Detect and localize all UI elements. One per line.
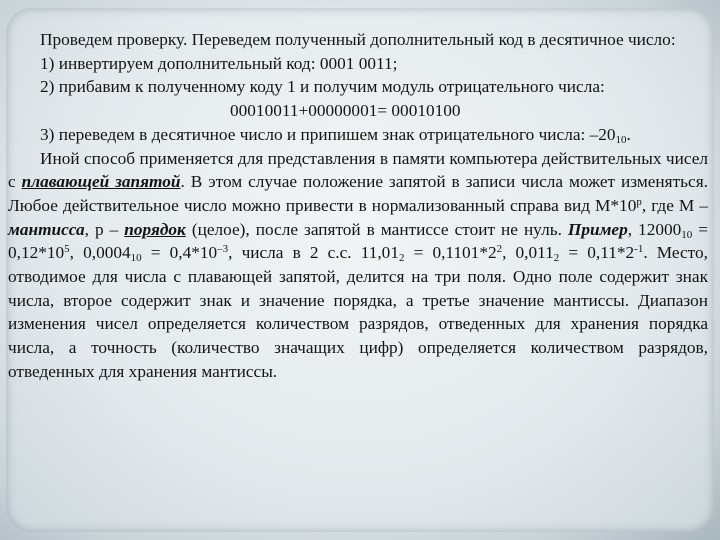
fp-text-h: , 0,0004 bbox=[69, 243, 131, 263]
paragraph-floating-point bbox=[8, 147, 708, 384]
fp-sup-3: 2 bbox=[496, 243, 503, 256]
term-order: порядок bbox=[124, 219, 186, 239]
term-example: Пример bbox=[567, 219, 628, 239]
fp-text-e: (целое), после запятой в мантиссе стоит не нуль. bbox=[185, 219, 568, 239]
text-body bbox=[8, 28, 708, 384]
fp-text-j: , числа в 2 с.с. 11,01 bbox=[228, 243, 399, 263]
binary-sum: 00010011+00000001= 00010100 bbox=[230, 101, 461, 121]
fp-text-m: = 0,11*2 bbox=[559, 243, 635, 263]
fp-sub-3: 2 bbox=[398, 252, 405, 265]
paragraph-step-3 bbox=[8, 123, 708, 147]
fp-text-n: . Место, отводимое для числа с плавающей запятой, делится на три поля. Одно поле содержит знак числа, второе содержит знак и значение порядка, а третье значение мантиссы. Диапазон изменения чисел определяется количеством разрядов, отведенных для хранения порядка числа, а точность (количество значащих цифр) определяется количеством разрядов, отведенных для хранения мантиссы. bbox=[8, 243, 708, 381]
term-floating-point: плавающей запятой bbox=[21, 172, 181, 192]
step-3-subscript: 10 bbox=[615, 133, 627, 146]
fp-sup-p: p bbox=[636, 195, 642, 208]
fp-text-b: . В этом случае положение запятой в записи числа может изменяться. Любое действительное число можно привести в нормализованный справа вид M*10 bbox=[8, 172, 709, 215]
fp-sub-1: 10 bbox=[681, 228, 693, 241]
fp-text-k: = 0,1101*2 bbox=[404, 243, 497, 263]
paragraph-step-2: 2) прибавим к полученному коду 1 и получим модуль отрицательного числа: bbox=[40, 77, 605, 97]
fp-sup-2: –3 bbox=[217, 243, 229, 256]
paragraph-check: Проведем проверку. Переведем полученный дополнительный код в десятичное число: bbox=[40, 30, 676, 49]
fp-text-i: = 0,4*10 bbox=[141, 243, 218, 263]
paragraph-step-1: 1) инвертируем дополнительный код: 0001 0011; bbox=[40, 53, 398, 73]
fp-text-f: , 12000 bbox=[627, 219, 682, 239]
fp-sup-1: 5 bbox=[64, 243, 70, 256]
fp-sub-4: 2 bbox=[553, 252, 560, 265]
step-3-text: 3) переведем в десятичное число и припишем знак отрицательного числа: –20 bbox=[40, 124, 616, 144]
term-mantissa: мантисса bbox=[8, 219, 85, 239]
fp-text-c: , где M – bbox=[641, 195, 708, 215]
fp-text-l: , 0,011 bbox=[502, 243, 554, 263]
fp-text-a: Иной способ применяется для представления в памяти компьютера действительных чисел с bbox=[8, 148, 708, 192]
step-3-end: . bbox=[626, 124, 631, 144]
fp-text-g: = 0,12*10 bbox=[8, 219, 709, 263]
fp-sup-4: -1 bbox=[634, 243, 644, 256]
fp-sub-2: 10 bbox=[130, 252, 142, 265]
fp-text-d: , p – bbox=[84, 219, 125, 239]
